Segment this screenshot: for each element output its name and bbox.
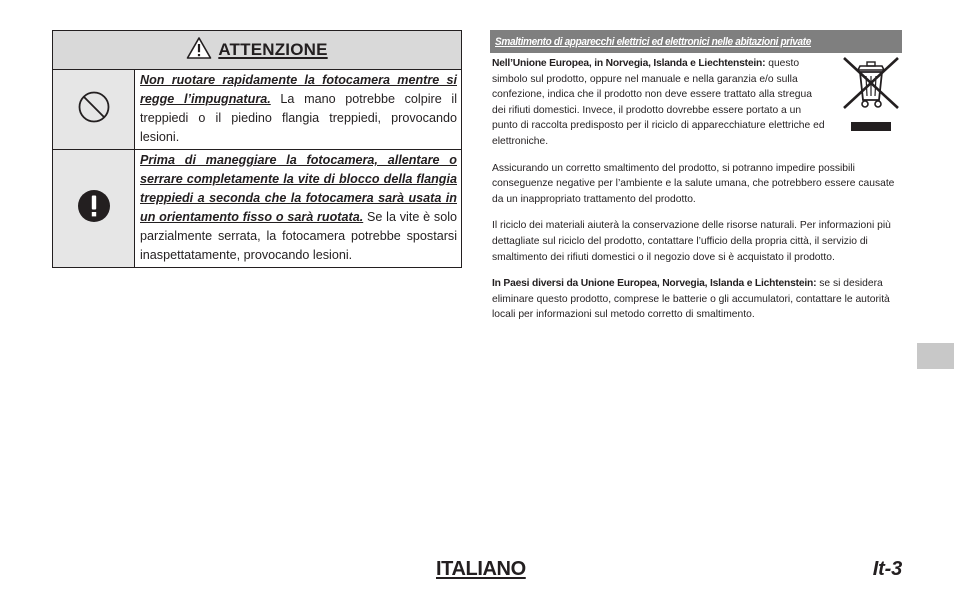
footer-language: ITALIANO bbox=[436, 558, 526, 580]
disposal-paragraph: Assicurando un corretto smaltimento del prodotto, si potranno impedire possibili conseguenze negative per l’ambiente e la salute umana, che potrebbero essere causate da un inappropriato trattamento del prodotto. bbox=[492, 162, 895, 205]
warning-item-bold: Prima di maneggiare la fotocamera, allentare o serrare completamente la vite di blocco della flangia treppiedi a seconda che la fotocamera sarà usata in un orientamento fisso o sarà ruotata. bbox=[140, 153, 457, 224]
disposal-paragraph-body: se si desidera eliminare questo prodotto, comprese le batterie o gli accumulatori, contattare le autorità locali per informazioni sul metodo corretto di smaltimento. bbox=[492, 278, 890, 321]
disposal-paragraph bbox=[492, 276, 902, 323]
bin-bar-mark bbox=[851, 122, 891, 131]
disposal-heading: Smaltimento di apparecchi elettrici ed elettronici nelle abitazioni private bbox=[495, 36, 811, 48]
warning-item bbox=[53, 70, 461, 150]
page-number: It-3 bbox=[872, 558, 902, 580]
disposal-paragraph-bold: In Paesi diversi da Unione Europea, Norvegia, Islanda e Lichtenstein: bbox=[492, 278, 817, 290]
warning-title: ATTENZIONE bbox=[218, 40, 328, 59]
warning-item-text bbox=[135, 150, 461, 267]
warning-item-body: Se la vite è solo parzialmente serrata, la fotocamera potrebbe spostarsi inaspettatamente, provocando lesioni. bbox=[140, 210, 457, 262]
disposal-heading-bar bbox=[490, 30, 902, 53]
disposal-paragraph: Il riciclo dei materiali aiuterà la conservazione delle risorse naturali. Per informazioni più dettagliate sul riciclo del prodotto, contattare l’ufficio della propria città, il servizio di smaltimento dei rifiuti domestici o il negozio dove si è acquistato il prodotto. bbox=[492, 220, 891, 263]
disposal-paragraph-body: questo simbolo sul prodotto, oppure nel manuale e nella garanzia e/o sulla confezione, indica che il prodotto non deve essere trattato alla stregua dei rifiuti domestici. Invece, il prodotto dovrebbe essere portato a un punto di raccolta predisposto per il riciclo di apparecchiature elettriche ed elettroniche. bbox=[492, 58, 825, 147]
warning-item bbox=[53, 150, 461, 267]
disposal-paragraph bbox=[492, 56, 827, 150]
exclamation-icon bbox=[77, 189, 111, 228]
warning-header bbox=[53, 31, 461, 70]
disposal-paragraph-bold: Nell’Unione Europea, in Norvegia, Islanda e Liechtenstein: bbox=[492, 58, 766, 69]
warning-icon-cell bbox=[53, 150, 135, 267]
section-tab bbox=[917, 343, 954, 369]
warning-item-text bbox=[135, 70, 461, 149]
warning-item-bold: Non ruotare rapidamente la fotocamera mentre si regge l’impugnatura. bbox=[140, 73, 457, 106]
warning-item-body: La mano potrebbe colpire il treppiedi o il piedino flangia treppiedi, provocando lesioni. bbox=[140, 92, 457, 144]
crossed-out-wheelie-bin-icon bbox=[840, 56, 902, 132]
warning-table bbox=[52, 30, 462, 268]
warning-triangle-icon bbox=[186, 36, 212, 65]
warning-icon-cell bbox=[53, 70, 135, 149]
prohibition-icon bbox=[77, 90, 111, 129]
